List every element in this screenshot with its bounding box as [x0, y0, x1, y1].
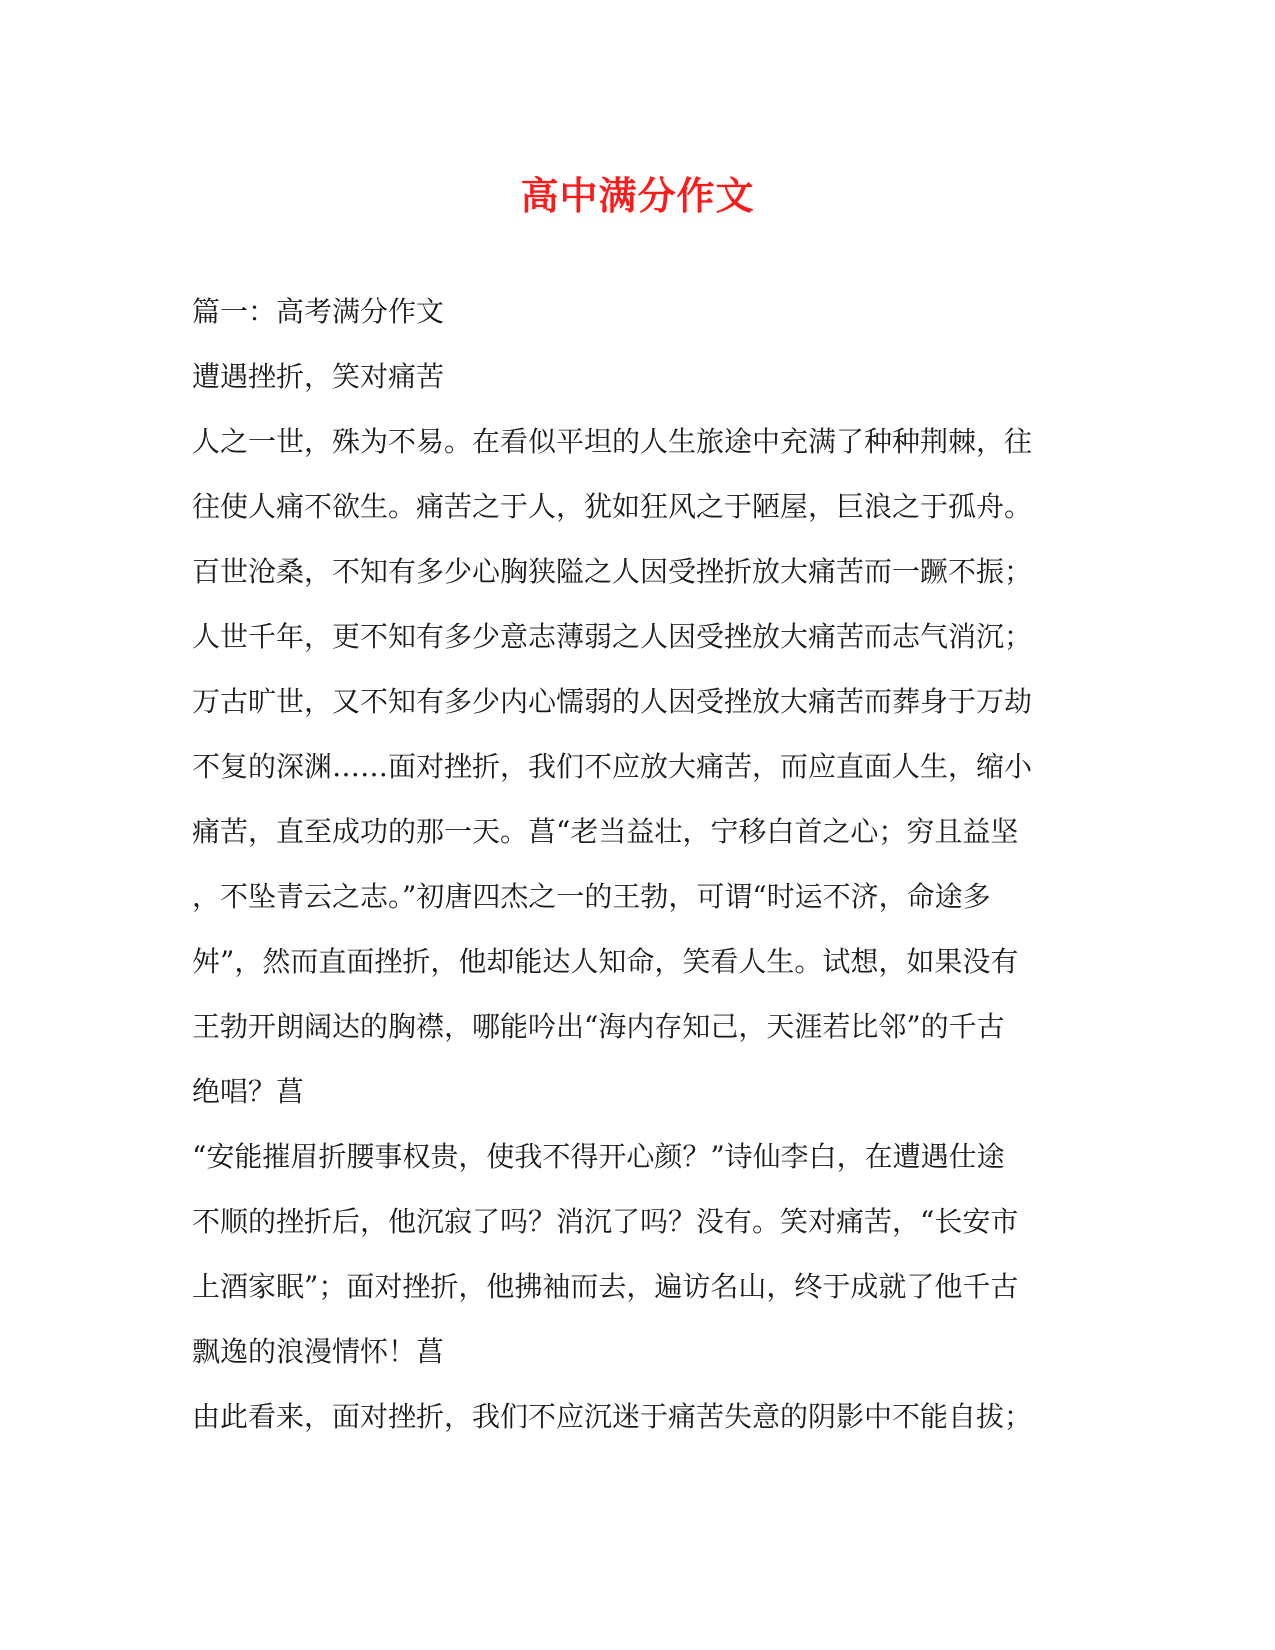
text-line: 王勃开朗阔达的胸襟，哪能吟出“海内存知己，天涯若比邻”的千古 — [192, 1010, 1005, 1043]
text-line: 不复的深渊……面对挫折，我们不应放大痛苦，而应直面人生，缩小 — [192, 750, 1033, 783]
text-line: 人世千年，更不知有多少意志薄弱之人因受挫放大痛苦而志气消沉； — [192, 620, 1033, 653]
text-line: 上酒家眠”；面对挫折，他拂袖而去，遍访名山，终于成就了他千古 — [192, 1270, 1019, 1303]
text-line: 不顺的挫折后，他沉寂了吗？消沉了吗？没有。笑对痛苦，“长安市 — [192, 1205, 1019, 1238]
text-line: 人之一世，殊为不易。在看似平坦的人生旅途中充满了种种荆棘，往 — [192, 425, 1033, 458]
essay-title: 遭遇挫折，笑对痛苦 — [192, 360, 445, 393]
text-line: 舛”，然而直面挫折，他却能达人知命，笑看人生。试想，如果没有 — [192, 945, 1019, 978]
text-line: ，不坠青云之志。”初唐四杰之一的王勃，可谓“时运不济，命途多 — [192, 880, 991, 913]
text-line: 往使人痛不欲生。痛苦之于人，犹如狂风之于陋屋，巨浪之于孤舟。 — [192, 490, 1033, 523]
section-heading: 篇一：高考满分作文 — [192, 295, 445, 328]
document-title: 高中满分作文 — [520, 173, 755, 218]
text-line: “安能摧眉折腰事权贵，使我不得开心颜？”诗仙李白，在遭遇仕途 — [192, 1140, 1005, 1173]
text-line: 飘逸的浪漫情怀！菖 — [192, 1335, 445, 1368]
text-line: 百世沧桑，不知有多少心胸狭隘之人因受挫折放大痛苦而一蹶不振； — [192, 555, 1033, 588]
document-body — [192, 288, 1082, 1458]
text-line: 绝唱？菖 — [192, 1075, 305, 1108]
text-line: 万古旷世，又不知有多少内心懦弱的人因受挫放大痛苦而葬身于万劫 — [192, 685, 1033, 718]
text-line: 痛苦，直至成功的那一天。菖“老当益壮，宁移白首之心；穷且益坚 — [192, 815, 1019, 848]
text-line: 由此看来，面对挫折，我们不应沉迷于痛苦失意的阴影中不能自拔； — [192, 1400, 1033, 1433]
